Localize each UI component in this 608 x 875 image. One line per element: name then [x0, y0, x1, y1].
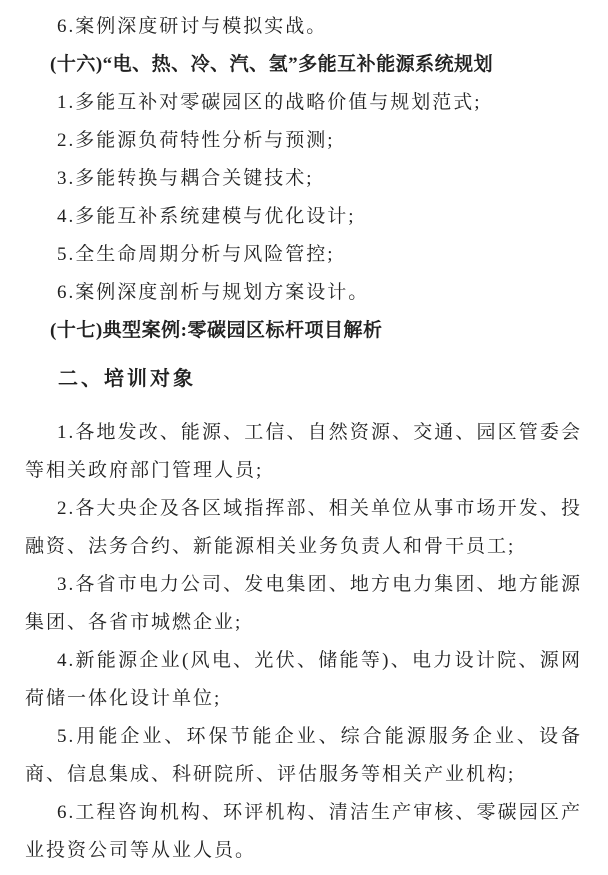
audience-paragraph-2: 2.各大央企及各区域指挥部、相关单位从事市场开发、投融资、法务合约、新能源相关业务负责人和骨干员工;	[25, 498, 582, 557]
audience-paragraph-6: 6.工程咨询机构、环评机构、清洁生产审核、零碳园区产业投资公司等从业人员。	[25, 802, 582, 861]
section-17-heading: (十七)典型案例:零碳园区标杆项目解析	[50, 320, 383, 341]
chapter-2-heading: 二、培训对象	[58, 368, 196, 390]
audience-paragraph-4: 4.新能源企业(风电、光伏、储能等)、电力设计院、源网荷储一体化设计单位;	[25, 650, 582, 709]
audience-paragraph-5: 5.用能企业、环保节能企业、综合能源服务企业、设备商、信息集成、科研院所、评估服务等相关产业机构;	[25, 726, 582, 785]
list-item-s16-4: 4.多能互补系统建模与优化设计;	[57, 206, 356, 227]
list-item-s16-6: 6.案例深度剖析与规划方案设计。	[57, 282, 370, 303]
list-item-s16-3: 3.多能转换与耦合关键技术;	[57, 168, 314, 189]
list-item-s16-5: 5.全生命周期分析与风险管控;	[57, 244, 335, 265]
audience-paragraph-1: 1.各地发改、能源、工信、自然资源、交通、园区管委会等相关政府部门管理人员;	[25, 422, 582, 481]
list-item-s16-2: 2.多能源负荷特性分析与预测;	[57, 130, 335, 151]
list-item-s16-1: 1.多能互补对零碳园区的战略价值与规划范式;	[57, 92, 482, 113]
list-item-prev-section-6: 6.案例深度研讨与模拟实战。	[57, 16, 328, 37]
audience-paragraph-3: 3.各省市电力公司、发电集团、地方电力集团、地方能源集团、各省市城燃企业;	[25, 574, 582, 633]
section-16-heading: (十六)“电、热、冷、汽、氢”多能互补能源系统规划	[50, 54, 494, 75]
